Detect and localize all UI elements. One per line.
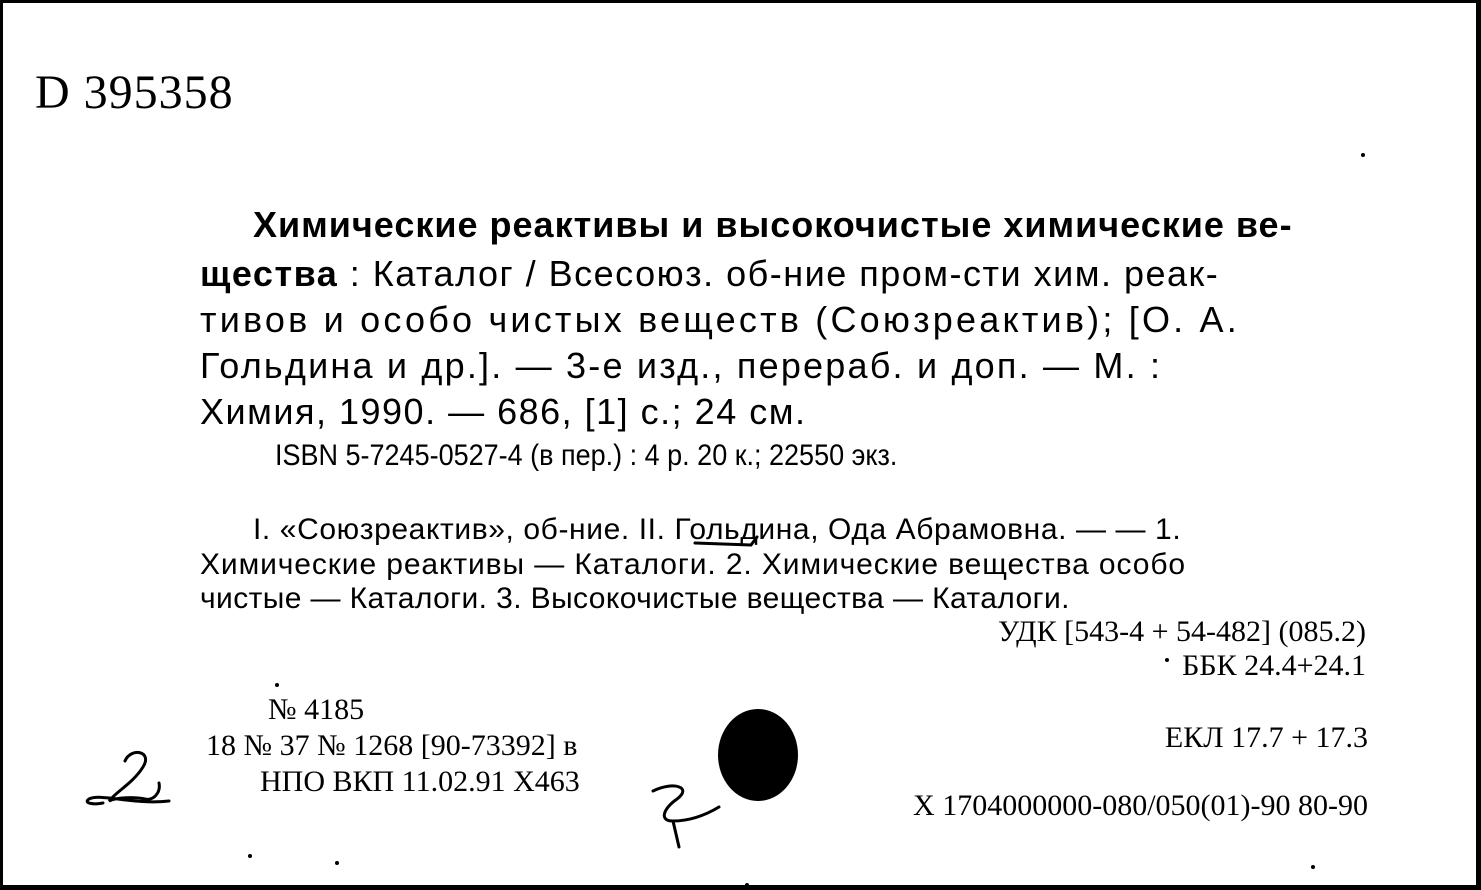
title-rest: Гольдина и др.]. — 3-е изд., перераб. и доп. — М. : — [200, 345, 1163, 386]
speck — [275, 683, 279, 687]
order-line-3: НПО ВКП 11.02.91 Х463 — [260, 765, 580, 798]
speck — [1311, 865, 1315, 869]
title-rest: Химия, 1990. — 686, [1] с.; 24 см. — [200, 391, 807, 432]
isbn-line: ISBN 5-7245-0527-4 (в пер.) : 4 р. 20 к.; 22550 экз. — [275, 439, 898, 472]
udk-code: УДК [543-4 + 54-482] (085.2) — [997, 615, 1366, 648]
speck — [335, 861, 339, 865]
title-line-1 — [253, 203, 1293, 247]
x-code: X 1704000000-080/050(01)-90 80-90 — [913, 789, 1368, 822]
order-number: № 4185 — [268, 693, 365, 726]
call-number: D 395358 — [35, 66, 234, 119]
tracing-line-3: чистые — Каталоги. 3. Высокочистые вещества — Каталоги. — [200, 582, 1070, 615]
title-bold: щества — [200, 253, 339, 294]
handwritten-mark-right — [633, 763, 743, 853]
title-bold: Химические реактивы и высокочистые химические ве- — [253, 204, 1293, 245]
ekl-code: ЕКЛ 17.7 + 17.3 — [1164, 721, 1368, 754]
title-line-3 — [200, 299, 1240, 341]
handwritten-mark-left — [73, 743, 183, 823]
tracing-line-1: I. «Союзреактив», об-ние. II. Гольдина, Ода Абрамовна. — — 1. — [253, 513, 1182, 546]
order-line-2: 18 № 37 № 1268 [90-73392] в — [206, 729, 578, 762]
underline-mark — [693, 531, 773, 551]
speck — [1165, 658, 1169, 662]
speck — [745, 883, 749, 887]
title-rest: : Каталог / Всесоюз. об-ние пром-сти хим. реак- — [338, 253, 1220, 294]
title-line-4 — [200, 345, 1162, 387]
speck — [248, 854, 252, 858]
title-line-5 — [200, 391, 806, 433]
title-line-2 — [200, 253, 1219, 295]
tracing-line-2: Химические реактивы — Каталоги. 2. Химические вещества особо — [200, 548, 1187, 581]
speck — [1361, 153, 1365, 157]
bbk-code: ББК 24.4+24.1 — [1182, 649, 1366, 682]
title-rest: тивов и особо чистых веществ (Союзреактив); [О. А. — [200, 299, 1240, 340]
